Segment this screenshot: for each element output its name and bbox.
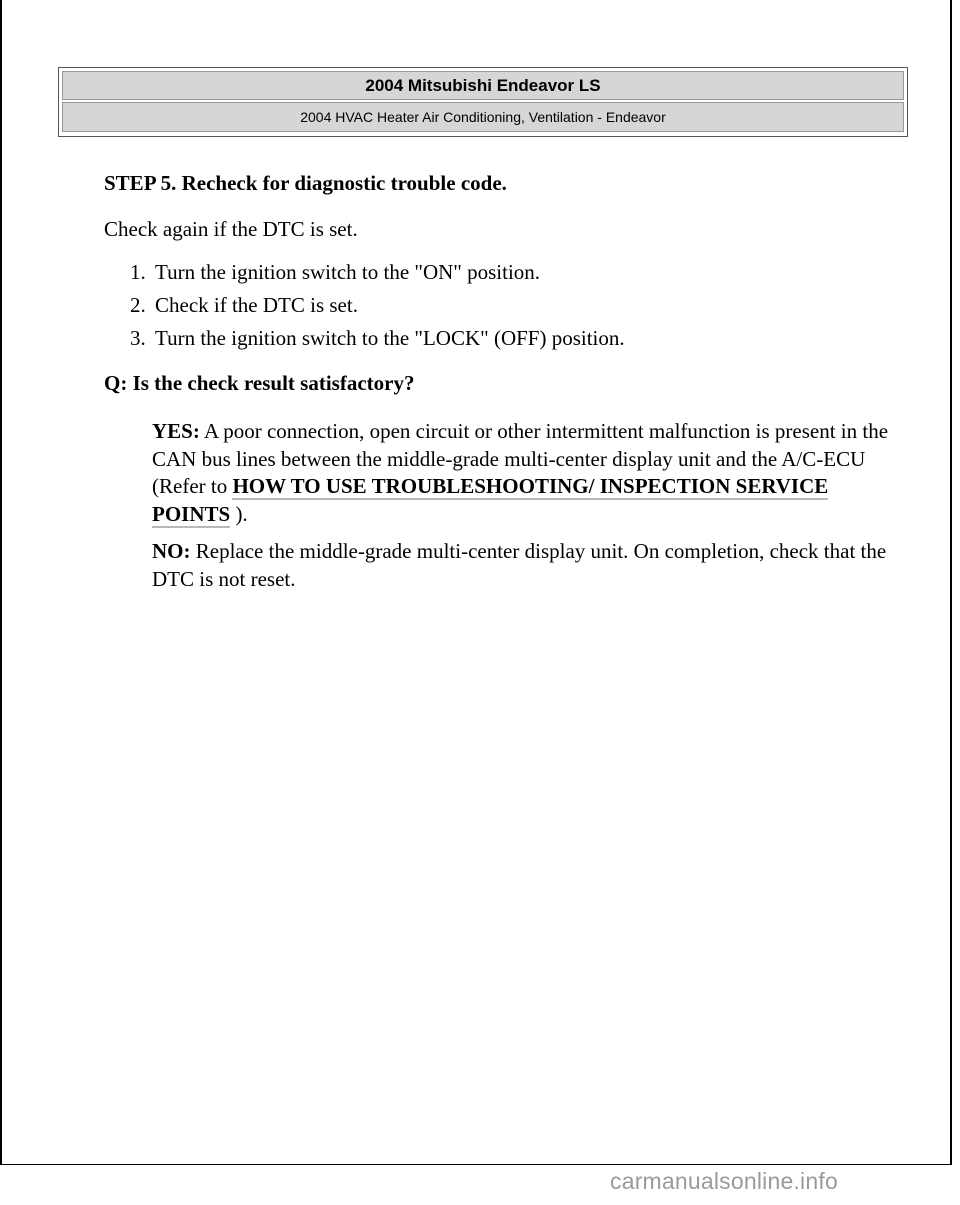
yes-label: YES: [152, 419, 200, 443]
question: Q: Is the check result satisfactory? [104, 371, 415, 395]
header-subtitle: 2004 HVAC Heater Air Conditioning, Ventilation - Endeavor [62, 102, 904, 132]
list-item: 1. Turn the ignition switch to the "ON" position. [151, 256, 904, 289]
list-item: 2. Check if the DTC is set. [151, 289, 904, 322]
yes-after: ). [230, 501, 248, 526]
step-list [104, 256, 904, 355]
watermark: carmanualsonline.info [610, 1168, 838, 1194]
answer-yes [152, 418, 904, 528]
step-title: STEP 5. Recheck for diagnostic trouble code. [104, 171, 507, 195]
step-intro: Check again if the DTC is set. [104, 217, 358, 241]
no-label: NO: [152, 539, 191, 563]
troubleshooting-link[interactable]: HOW TO USE TROUBLESHOOTING/ INSPECTION SERVICE POINTS [152, 474, 829, 526]
answer-no [152, 538, 904, 593]
document-body [104, 170, 904, 593]
yes-text: A poor connection, open circuit or other intermittent malfunction is present in the CAN bus lines between the middle-grade multi-center display unit and the A/C-ECU (Refer to [152, 419, 889, 498]
document-header [58, 67, 908, 137]
no-text: Replace the middle-grade multi-center display unit. On completion, check that the DTC is not reset. [152, 539, 887, 591]
list-item: 3. Turn the ignition switch to the "LOCK" (OFF) position. [151, 322, 904, 355]
header-title: 2004 Mitsubishi Endeavor LS [62, 71, 904, 100]
